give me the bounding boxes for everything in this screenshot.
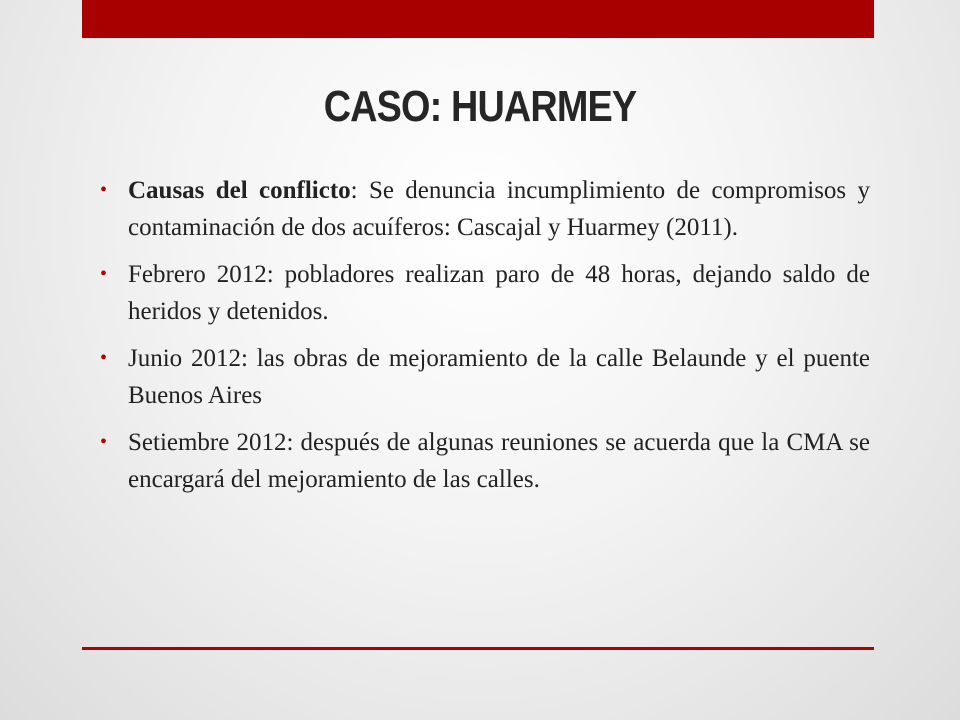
bullet-lead: Causas del conflicto: [128, 177, 351, 204]
bullet-dot-icon: •: [100, 179, 108, 201]
bullet-dot-icon: •: [100, 431, 108, 453]
bullet-list: [98, 172, 870, 508]
slide-title: CASO: HUARMEY: [323, 82, 637, 131]
bullet-text: : Se denuncia incumplimiento de compromisos y contaminación de dos acuíferos: Cascajal y Huarmey (2011).: [128, 177, 870, 241]
bottom-divider-line: [82, 647, 874, 650]
bullet-text: Febrero 2012: pobladores realizan paro de 48 horas, dejando saldo de heridos y detenidos.: [128, 261, 870, 325]
bullet-item: [98, 340, 870, 414]
bullet-dot-icon: •: [100, 263, 108, 285]
bullet-text: Junio 2012: las obras de mejoramiento de la calle Belaunde y el puente Buenos Aires: [128, 345, 870, 409]
bullet-item: [98, 172, 870, 246]
bullet-dot-icon: •: [100, 347, 108, 369]
top-accent-bar: [82, 0, 874, 38]
bullet-text: Setiembre 2012: después de algunas reuniones se acuerda que la CMA se encargará del mejoramiento de las calles.: [128, 429, 870, 493]
bullet-item: [98, 424, 870, 498]
bullet-item: [98, 256, 870, 330]
